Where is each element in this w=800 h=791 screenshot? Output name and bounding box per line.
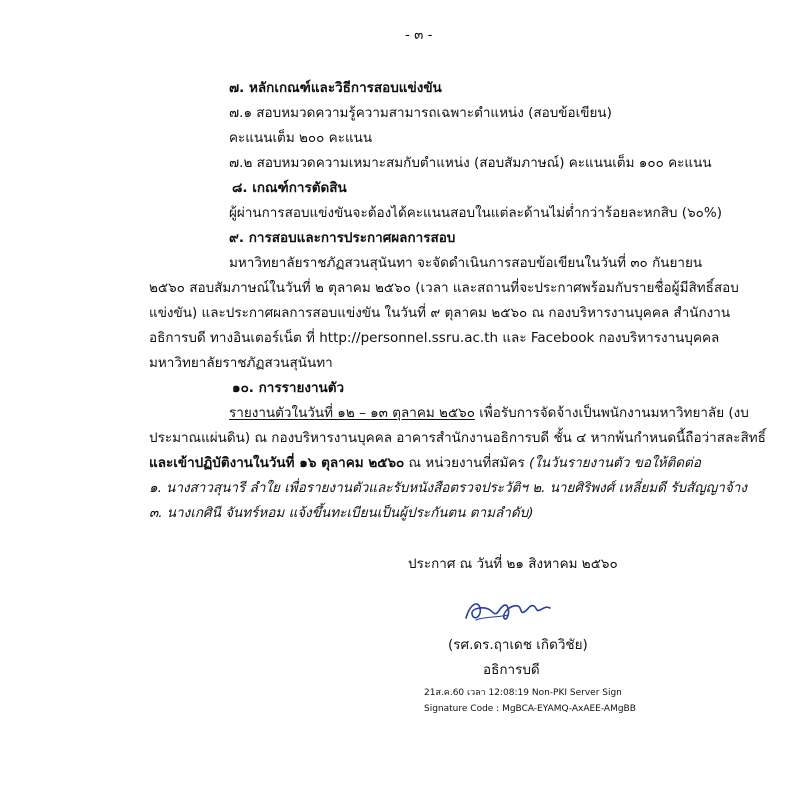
- section-10-line-3-italic: (ในวันรายงานตัว ขอให้ติดต่อ: [529, 455, 701, 471]
- section-7-item-1: ๗.๑ สอบหมวดความรู้ความสามารถเฉพาะตำแหน่ง (สอบข้อเขียน): [229, 105, 612, 121]
- announcement-date: ประกาศ ณ วันที่ ๒๑ สิงหาคม ๒๕๖๐: [408, 556, 618, 572]
- handwritten-signature: [462, 596, 562, 626]
- section-7-item-1-score: คะแนนเต็ม ๒๐๐ คะแนน: [229, 130, 373, 146]
- section-10-line-1-rest: เพื่อรับการจัดจ้างเป็นพนักงานมหาวิทยาลัย (งบ: [474, 405, 749, 421]
- signer-title: อธิการบดี: [483, 662, 540, 678]
- signature-code: Signature Code : MgBCA-EYAMQ-AxAEE-AMgBB: [424, 704, 636, 714]
- section-9-line: มหาวิทยาลัยราชภัฏสวนสุนันทา จะจัดดำเนินการสอบข้อเขียนในวันที่ ๓๐ กันยายน: [229, 255, 703, 271]
- report-date-underlined: รายงานตัวในวันที่ ๑๒ – ๑๓ ตุลาคม ๒๕๖๐: [229, 405, 475, 421]
- digital-sign-info: 21ส.ค.60 เวลา 12:08:19 Non-PKI Server Sign: [424, 688, 622, 698]
- section-9-line: แข่งขัน) และประกาศผลการสอบแข่งขัน ในวันที่ ๙ ตุลาคม ๒๕๖๐ ณ กองบริหารงานบุคคล สำนักงาน: [149, 305, 731, 321]
- section-7-heading: ๗. หลักเกณฑ์และวิธีการสอบแข่งขัน: [229, 80, 442, 96]
- section-8-text: ผู้ผ่านการสอบแข่งขันจะต้องได้คะแนนสอบในแต่ละด้านไม่ต่ำกว่าร้อยละหกสิบ (๖๐%): [229, 205, 722, 221]
- section-10-line-4: ๑. นางสาวสุนารี ลำใย เพื่อรายงานตัวและรับหนังสือตรวจประวัติฯ ๒. นายศิริพงศ์ เหลี่ยมดี รับสัญญาจ้าง: [149, 480, 747, 496]
- section-10-line-2: ประมาณแผ่นดิน) ณ กองบริหารงานบุคคล อาคารสำนักงานอธิการบดี ชั้น ๔ หากพ้นกำหนดนี้ถือว่าสละสิทธิ์: [149, 430, 766, 446]
- section-8-heading: ๘. เกณฑ์การตัดสิน: [232, 180, 347, 196]
- section-10-heading: ๑๐. การรายงานตัว: [232, 380, 345, 396]
- section-9-line: อธิการบดี ทางอินเตอร์เน็ต ที่ http://personnel.ssru.ac.th และ Facebook กองบริหารงานบุคคล: [149, 330, 720, 346]
- start-work-date: และเข้าปฏิบัติงานในวันที่ ๑๖ ตุลาคม ๒๕๖๐: [149, 455, 405, 471]
- section-10-line-1: [229, 404, 749, 422]
- section-10-line-3-mid: ณ หน่วยงานที่สมัคร: [404, 455, 530, 471]
- section-7-item-2: ๗.๒ สอบหมวดความเหมาะสมกับตำแหน่ง (สอบสัมภาษณ์) คะแนนเต็ม ๑๐๐ คะแนน: [229, 155, 712, 171]
- section-10-line-5: ๓. นางเกศินี จันทร์หอม แจ้งขึ้นทะเบียนเป็นผู้ประกันตน ตามลำดับ): [149, 505, 534, 521]
- section-9-line: มหาวิทยาลัยราชภัฏสวนสุนันทา: [149, 355, 333, 371]
- section-9-line: ๒๕๖๐ สอบสัมภาษณ์ในวันที่ ๒ ตุลาคม ๒๕๖๐ (เวลา และสถานที่จะประกาศพร้อมกับรายชื่อผู้มีสิทธิ์สอบ: [149, 280, 739, 296]
- signer-name: (รศ.ดร.ฤาเดช เกิดวิชัย): [448, 637, 588, 653]
- section-10-line-3: [149, 454, 701, 472]
- section-9-heading: ๙. การสอบและการประกาศผลการสอบ: [229, 230, 456, 246]
- page-number: - ๓ -: [405, 27, 433, 43]
